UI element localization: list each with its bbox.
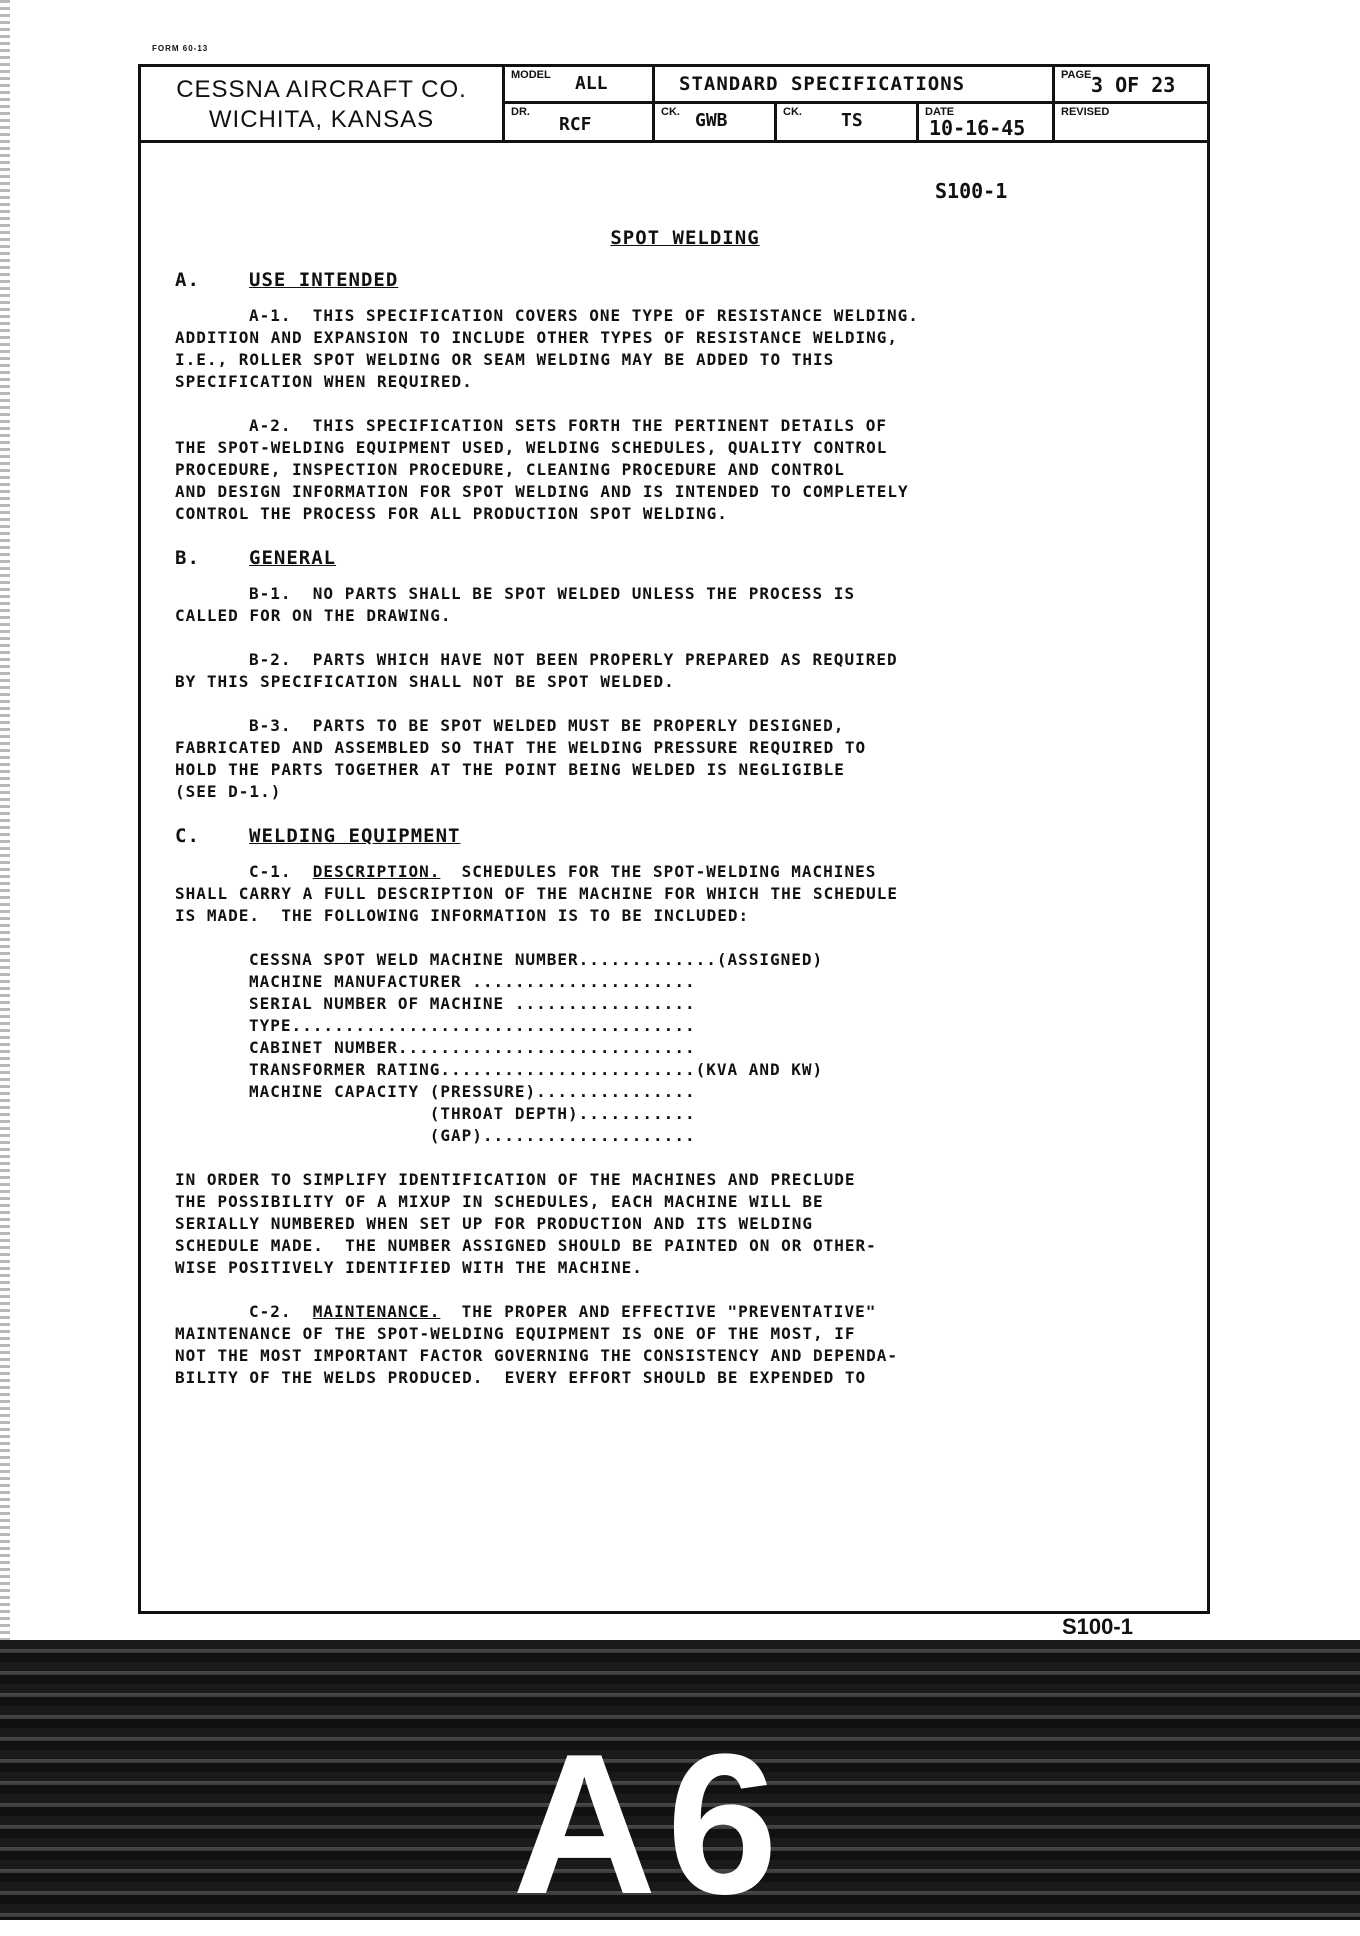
ck2-label: CK. xyxy=(783,106,802,118)
date-value: 10-16-45 xyxy=(929,116,1026,140)
spec-title-cell xyxy=(655,67,1055,104)
scan-edge-artifact xyxy=(0,0,10,1640)
checked-by-cell-1 xyxy=(655,104,777,140)
paragraph-c1 xyxy=(175,861,1195,927)
paragraph-b3: B-3. PARTS TO BE SPOT WELDED MUST BE PROPERLY DESIGNED, FABRICATED AND ASSEMBLED SO THAT THE WELDING PRESSURE REQUIRED TO HOLD THE PARTS TOGETHER AT THE POINT BEING WELDED IS NEGLIGIBLE (SEE D-1.) xyxy=(175,716,867,801)
ck1-label: CK. xyxy=(661,106,680,118)
microfilm-frame-label: A6 xyxy=(512,1713,788,1936)
c1-label: C-1. xyxy=(249,862,292,881)
paragraph-b1: B-1. NO PARTS SHALL BE SPOT WELDED UNLESS THE PROCESS IS CALLED FOR ON THE DRAWING. xyxy=(175,584,856,625)
dr-label: DR. xyxy=(511,106,530,118)
date-label: DATE xyxy=(925,106,955,118)
c2-label: C-2. xyxy=(249,1302,292,1321)
section-c-letter: C. xyxy=(175,825,200,847)
c2-title: MAINTENANCE. xyxy=(312,1302,441,1321)
machine-info-list: CESSNA SPOT WELD MACHINE NUMBER.............(ASSIGNED) MACHINE MANUFACTURER ..................... SERIAL NUMBER OF MACHINE ................. TYPE...................................... CABINET NUMBER............................ TRANSFORMER RATING........................(KVA AND KW) MACHINE CAPACITY (PRESSURE)............... (THROAT DEPTH)........... (GAP).................... xyxy=(249,950,824,1145)
page-label: PAGE xyxy=(1061,69,1092,81)
company-name: CESSNA AIRCRAFT CO. xyxy=(176,76,467,103)
date-cell xyxy=(919,104,1055,140)
company-block xyxy=(141,67,505,140)
c1-text: SCHEDULES FOR THE SPOT-WELDING MACHINES SHALL CARRY A FULL DESCRIPTION OF THE MACHINE FOR WHICH THE SCHEDULE IS MADE. THE FOLLOWING INFORMATION IS TO BE INCLUDED: xyxy=(175,862,899,925)
model-label: MODEL xyxy=(511,69,551,81)
revised-label: REVISED xyxy=(1061,106,1110,118)
section-a-heading xyxy=(175,269,1195,291)
model-value: ALL xyxy=(575,73,608,94)
title-block xyxy=(141,67,1207,143)
document-body xyxy=(175,217,1195,1411)
form-number: FORM 60-13 xyxy=(152,44,209,53)
spec-title: STANDARD SPECIFICATIONS xyxy=(679,73,966,95)
section-c-heading xyxy=(175,825,1195,847)
section-a-letter: A. xyxy=(175,269,200,291)
dr-value: RCF xyxy=(559,114,592,135)
document-title: SPOT WELDING xyxy=(610,227,760,249)
drawn-by-cell xyxy=(505,104,655,140)
section-b-title: GENERAL xyxy=(249,547,337,569)
section-c-title: WELDING EQUIPMENT xyxy=(249,825,461,847)
footer-spec-number: S100-1 xyxy=(1062,1614,1133,1639)
section-b-heading xyxy=(175,547,1195,569)
paragraph-a2: A-2. THIS SPECIFICATION SETS FORTH THE PERTINENT DETAILS OF THE SPOT-WELDING EQUIPMENT USED, WELDING SCHEDULES, QUALITY CONTROL PROCEDURE, INSPECTION PROCEDURE, CLEANING PROCEDURE AND CONTROL AND DESIGN INFORMATION FOR SPOT WELDING AND IS INTENDED TO COMPLETELY CONTROL THE PROCESS FOR ALL PRODUCTION SPOT WELDING. xyxy=(175,416,909,523)
c1-title: DESCRIPTION. xyxy=(312,862,441,881)
revised-cell xyxy=(1055,104,1207,140)
page-cell xyxy=(1055,67,1207,104)
paragraph-c1-continued: IN ORDER TO SIMPLIFY IDENTIFICATION OF THE MACHINES AND PRECLUDE THE POSSIBILITY OF A MIXUP IN SCHEDULES, EACH MACHINE WILL BE SERIALLY NUMBERED WHEN SET UP FOR PRODUCTION AND ITS WELDING SCHEDULE MADE. THE NUMBER ASSIGNED SHOULD BE PAINTED ON OR OTHER- WISE POSITIVELY IDENTIFIED WITH THE MACHINE. xyxy=(175,1170,877,1277)
paragraph-b2: B-2. PARTS WHICH HAVE NOT BEEN PROPERLY PREPARED AS REQUIRED BY THIS SPECIFICATION SHALL NOT BE SPOT WELDED. xyxy=(175,650,898,691)
section-a-title: USE INTENDED xyxy=(249,269,399,291)
ck2-value: TS xyxy=(841,110,863,131)
model-cell xyxy=(505,67,655,104)
paragraph-a1: A-1. THIS SPECIFICATION COVERS ONE TYPE OF RESISTANCE WELDING. ADDITION AND EXPANSION TO INCLUDE OTHER TYPES OF RESISTANCE WELDING, I.E., ROLLER SPOT WELDING OR SEAM WELDING MAY BE ADDED TO THIS SPECIFICATION WHEN REQUIRED. xyxy=(175,306,919,391)
spec-number: S100-1 xyxy=(935,179,1008,203)
paragraph-c2 xyxy=(175,1301,1195,1389)
c2-text: THE PROPER AND EFFECTIVE "PREVENTATIVE" MAINTENANCE OF THE SPOT-WELDING EQUIPMENT IS ONE OF THE MOST, IF NOT THE MOST IMPORTANT FACTOR GOVERNING THE CONSISTENCY AND DEPENDA- BILITY OF THE WELDS PRODUCED. EVERY EFFORT SHOULD BE EXPENDED TO xyxy=(175,1302,899,1387)
page-value: 3 OF 23 xyxy=(1091,73,1176,97)
section-b-letter: B. xyxy=(175,547,200,569)
ck1-value: GWB xyxy=(695,110,728,131)
company-location: WICHITA, KANSAS xyxy=(208,106,435,133)
checked-by-cell-2 xyxy=(777,104,919,140)
page-frame xyxy=(138,64,1210,1614)
